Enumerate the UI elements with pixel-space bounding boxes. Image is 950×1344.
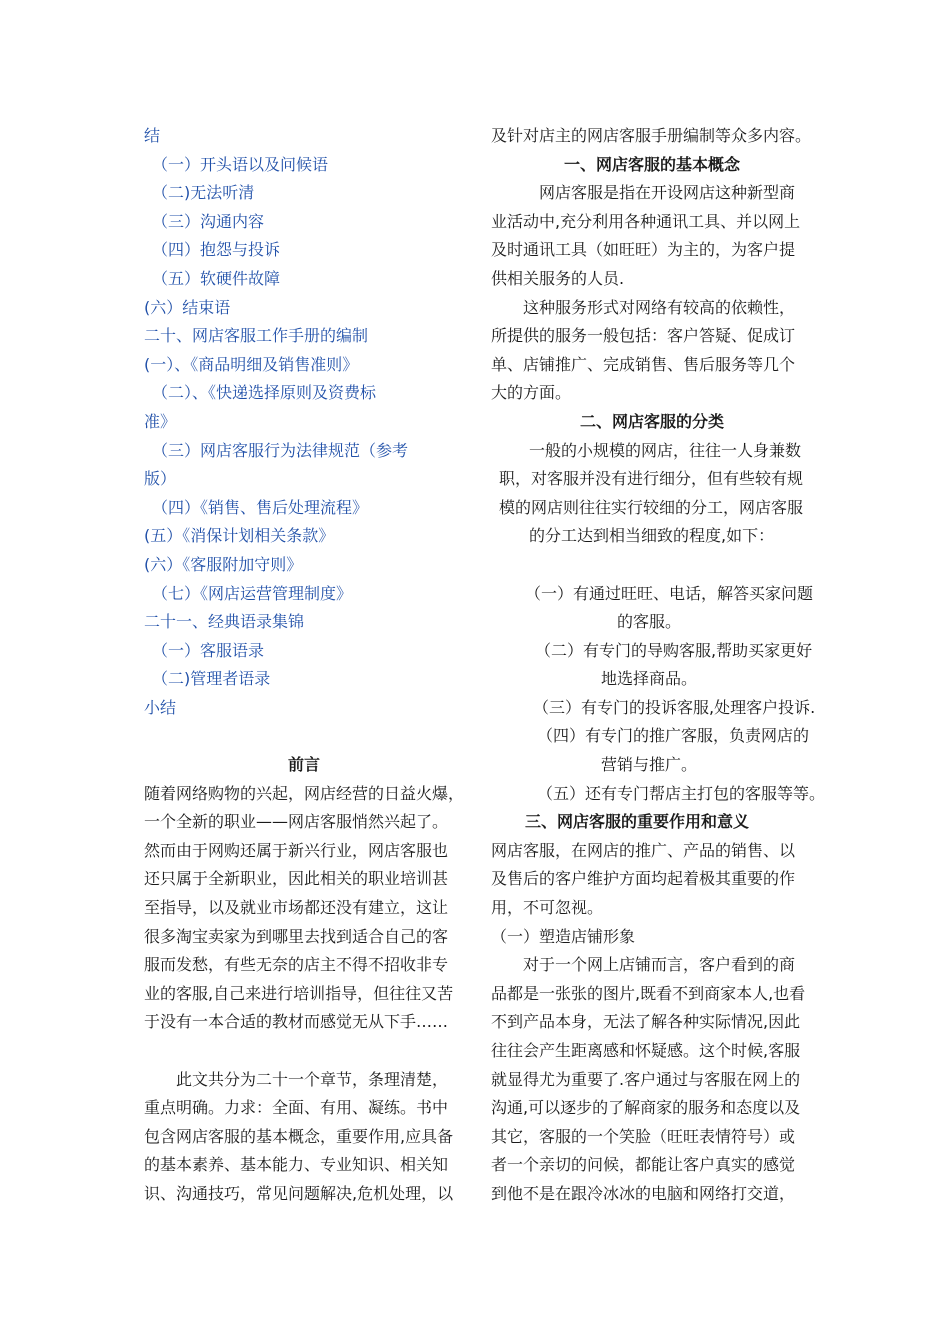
toc-link[interactable]: 结 [144, 126, 161, 145]
text-line: 的分工达到相当细致的程度,如下： [529, 526, 775, 546]
text-line: 随着网络购物的兴起，网店经营的日益火爆， [144, 783, 465, 803]
list-item: （三）有专门的投诉客服,处理客户投诉. [533, 697, 816, 717]
preface-heading: 前言 [287, 755, 320, 775]
toc-link[interactable]: （二）、《快递选择原则及资费标 [152, 383, 377, 403]
text-line: 重点明确。力求：全面、有用、凝练。书中 [144, 1098, 449, 1118]
text-line: 业活动中,充分利用各种通讯工具、并以网上 [491, 211, 801, 231]
list-item: （二）有专门的导购客服,帮助买家更好 [535, 640, 813, 660]
section-2-list [491, 580, 826, 809]
toc-link[interactable]: （四）抱怨与投诉 [152, 240, 281, 260]
spacer [491, 551, 813, 580]
text-line: 一般的小规模的网店，往往一人身兼数 [529, 440, 802, 460]
text-line: 网店客服，在网店的推广、产品的销售、以 [491, 840, 796, 860]
toc-link[interactable]: （三）沟通内容 [152, 211, 265, 231]
text-line: 网店客服是指在开设网店这种新型商 [539, 183, 796, 203]
text-line: 很多淘宝卖家为到哪里去找到适合自己的客 [144, 926, 449, 946]
spacer [144, 1037, 464, 1066]
text-line: 往往会产生距离感和怀疑感。这个时候,客服 [491, 1041, 801, 1060]
text-line: 用，不可忽视。 [491, 898, 604, 918]
text-line: 及针对店主的网店客服手册编制等众多内容。 [491, 126, 812, 145]
list-item: 地选择商品。 [601, 669, 698, 689]
toc-link[interactable]: （一）客服语录 [152, 640, 265, 660]
toc-link[interactable]: 小结 [144, 697, 177, 717]
text-line: 供相关服务的人员. [491, 268, 625, 288]
section-heading-2: 二、网店客服的分类 [579, 411, 724, 431]
text-line: 识、沟通技巧，常见问题解决,危机处理，以 [144, 1183, 454, 1203]
section-heading-1: 一、网店客服的基本概念 [563, 154, 740, 174]
toc-link[interactable]: 版） [144, 469, 177, 489]
toc-link[interactable]: (六）结束语 [144, 297, 231, 317]
toc-link[interactable]: （二)无法听清 [152, 183, 255, 203]
subsection-heading: （一）塑造店铺形象 [491, 926, 636, 946]
text-line: 至指导，以及就业市场都还没有建立，这让 [144, 898, 449, 918]
section-heading-3: 三、网店客服的重要作用和意义 [525, 812, 750, 832]
text-line: 对于一个网上店铺而言，客户看到的商 [523, 955, 796, 975]
toc-link[interactable]: （七）《网店运营管理制度》 [152, 583, 353, 603]
preface-paragraph-1 [144, 780, 464, 1037]
text-line: 及售后的客户维护方面均起着极其重要的作 [491, 869, 796, 889]
toc-link[interactable]: 二十、网店客服工作手册的编制 [144, 326, 369, 346]
section-2-paragraph-1 [491, 437, 813, 551]
text-line: 这种服务形式对网络有较高的依赖性， [523, 297, 796, 317]
toc-link[interactable]: (六）《客服附加守则》 [144, 554, 303, 574]
text-line: 所提供的服务一般包括：客户答疑、促成订 [491, 326, 796, 346]
list-item: （四）有专门的推广客服，负责网店的 [537, 726, 810, 746]
text-line: 品都是一张张的图片,既看不到商家本人,也看 [491, 983, 806, 1003]
section-3-paragraph-1 [491, 837, 813, 923]
text-line: 其它，客服的一个笑脸（旺旺表情符号）或 [491, 1126, 796, 1146]
left-column [144, 122, 464, 1209]
table-of-contents [144, 122, 464, 722]
text-line: 业的客服,自己来进行培训指导，但往往又苦 [144, 983, 454, 1003]
list-item: （一）有通过旺旺、电话，解答买家问题 [525, 583, 814, 603]
text-line: 服而发愁，有些无奈的店主不得不招收非专 [144, 955, 449, 975]
text-line: 此文共分为二十一个章节，条理清楚， [176, 1069, 449, 1089]
text-line: 就显得尤为重要了.客户通过与客服在网上的 [491, 1069, 801, 1089]
text-line: 大的方面。 [491, 383, 572, 403]
section-3-paragraph-2 [491, 951, 813, 1208]
toc-link[interactable]: 二十一、经典语录集锦 [144, 612, 305, 632]
section-1-paragraph-1 [491, 179, 813, 293]
right-column [491, 122, 826, 1209]
toc-link[interactable]: （三）网店客服行为法律规范（参考 [152, 440, 409, 460]
text-line: 及时通讯工具（如旺旺）为主的，为客户提 [491, 240, 796, 260]
section-1-paragraph-2 [491, 294, 813, 408]
text-line: 职，对客服并没有进行细分，但有些较有规 [499, 469, 804, 489]
text-line: 然而由于网购还属于新兴行业，网店客服也 [144, 840, 449, 860]
list-item: （五）还有专门帮店主打包的客服等等。 [537, 783, 826, 803]
text-line: 一个全新的职业——网店客服悄然兴起了。 [144, 812, 449, 832]
toc-link[interactable]: （四）《销售、售后处理流程》 [152, 497, 369, 517]
text-line: 不到产品本身，无法了解各种实际情况,因此 [491, 1012, 801, 1032]
text-line: 模的网店则往往实行较细的分工，网店客服 [499, 497, 804, 517]
toc-link[interactable]: （二)管理者语录 [152, 669, 271, 689]
text-line: 者一个亲切的问候，都能让客户真实的感觉 [491, 1155, 796, 1175]
text-line: 还只属于全新职业，因此相关的职业培训甚 [144, 869, 449, 889]
list-item: 营销与推广。 [601, 755, 698, 775]
toc-link[interactable]: 准》 [144, 411, 177, 431]
text-line: 包含网店客服的基本概念，重要作用,应具备 [144, 1126, 454, 1146]
toc-link[interactable]: （五）软硬件故障 [152, 268, 281, 288]
toc-link[interactable]: (五）《消保计划相关条款》 [144, 526, 335, 546]
text-line: 沟通,可以逐步的了解商家的服务和态度以及 [491, 1098, 801, 1118]
text-line: 于没有一本合适的教材而感觉无从下手…… [144, 1012, 449, 1032]
list-item: 的客服。 [617, 612, 682, 632]
text-line: 单、店铺推广、完成销售、售后服务等几个 [491, 354, 796, 374]
spacer [144, 722, 464, 751]
preface-paragraph-2 [144, 1066, 464, 1209]
text-line: 的基本素养、基本能力、专业知识、相关知 [144, 1155, 449, 1175]
text-line: 到他不是在跟冷冰冰的电脑和网络打交道， [491, 1183, 796, 1203]
toc-link[interactable]: （一）开头语以及问候语 [152, 154, 329, 174]
toc-link[interactable]: (一）、《商品明细及销售准则》 [144, 354, 359, 374]
